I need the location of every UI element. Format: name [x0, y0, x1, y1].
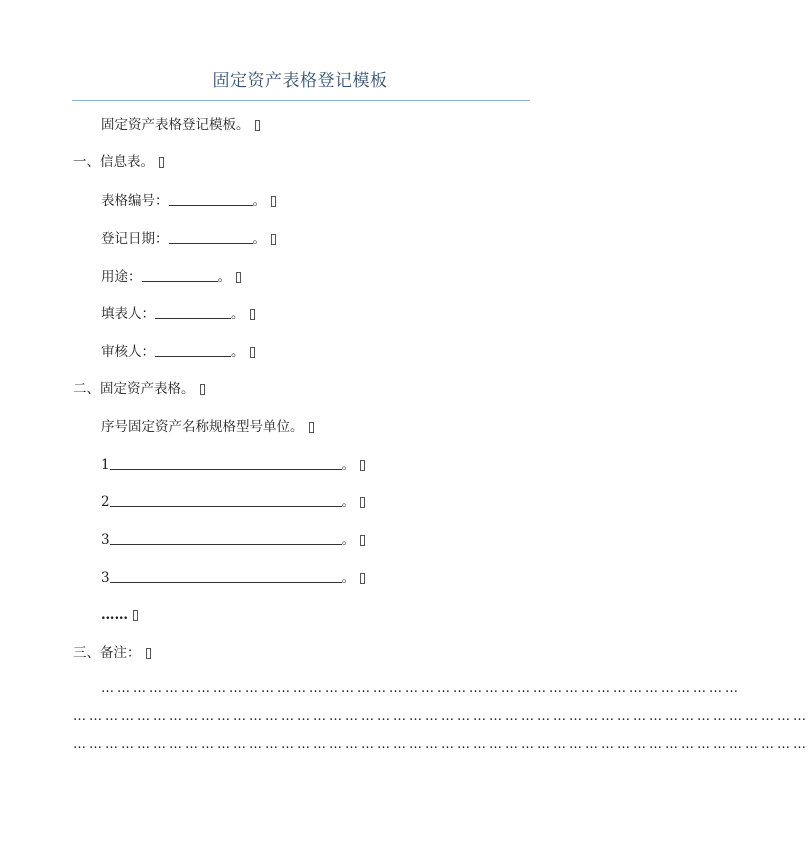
section3-heading-line — [73, 644, 151, 662]
ellipsis-line — [101, 606, 138, 624]
row-number: 3 — [101, 570, 110, 586]
section1-heading: 一、信息表。 — [73, 154, 154, 170]
ellipsis: …… — [101, 607, 128, 623]
field-label: 用途： — [101, 269, 142, 285]
section2-heading: 二、固定资产表格。 — [73, 381, 195, 397]
field-end: 。 — [231, 306, 245, 322]
paragraph-mark-icon — [360, 573, 365, 584]
field-form-number — [101, 192, 276, 210]
paragraph-mark-icon — [360, 497, 365, 508]
row-number: 3 — [101, 532, 110, 548]
field-label: 审核人： — [101, 344, 155, 360]
row-end: 。 — [341, 494, 356, 510]
notes-dotted-line[interactable]: ………………………………………………………………………………………………………… — [101, 681, 741, 696]
paragraph-mark-icon — [271, 234, 276, 245]
field-purpose — [101, 268, 241, 286]
field-label: 填表人： — [101, 306, 155, 322]
field-label: 登记日期： — [101, 231, 169, 247]
notes-dotted-line[interactable]: ………………………………………………………………………………………………………………………… — [73, 709, 809, 724]
register-date-blank[interactable] — [169, 230, 253, 244]
paragraph-mark-icon — [159, 157, 164, 168]
row-blank[interactable] — [110, 456, 342, 470]
row-end: 。 — [341, 457, 356, 473]
paragraph-mark-icon — [146, 648, 151, 659]
title-divider — [72, 100, 530, 101]
field-reviewer — [101, 343, 255, 361]
paragraph-mark-icon — [255, 120, 260, 131]
row-number: 1 — [101, 457, 110, 473]
field-end: 。 — [252, 193, 266, 209]
row-blank[interactable] — [110, 493, 342, 507]
section2-heading-line — [73, 380, 205, 398]
paragraph-mark-icon — [200, 384, 205, 395]
table-row — [101, 456, 365, 474]
paragraph-mark-icon — [250, 347, 255, 358]
field-filler — [101, 305, 255, 323]
table-columns-line — [101, 418, 314, 436]
purpose-blank[interactable] — [142, 268, 218, 282]
paragraph-mark-icon — [133, 610, 138, 621]
field-register-date — [101, 230, 276, 248]
paragraph-mark-icon — [250, 309, 255, 320]
field-end: 。 — [231, 344, 245, 360]
paragraph-mark-icon — [360, 535, 365, 546]
intro-text: 固定资产表格登记模板。 — [101, 117, 250, 133]
row-blank[interactable] — [110, 531, 342, 545]
section3-heading: 三、备注： — [73, 645, 141, 661]
paragraph-mark-icon — [271, 196, 276, 207]
paragraph-mark-icon — [236, 272, 241, 283]
filler-blank[interactable] — [155, 305, 231, 319]
field-end: 。 — [217, 269, 231, 285]
page-title: 固定资产表格登记模板 — [212, 71, 388, 91]
row-number: 2 — [101, 494, 110, 510]
table-row — [101, 569, 365, 587]
table-row — [101, 531, 365, 549]
paragraph-mark-icon — [360, 460, 365, 471]
section1-heading-line — [73, 153, 164, 171]
field-end: 。 — [252, 231, 266, 247]
row-blank[interactable] — [110, 569, 342, 583]
intro-paragraph — [101, 116, 260, 134]
table-columns: 序号固定资产名称规格型号单位。 — [101, 419, 304, 435]
paragraph-mark-icon — [309, 422, 314, 433]
field-label: 表格编号： — [101, 193, 169, 209]
notes-dotted-line[interactable]: ………………………………………………………………………………………………………………………… — [73, 737, 809, 752]
form-number-blank[interactable] — [169, 192, 253, 206]
row-end: 。 — [341, 570, 356, 586]
row-end: 。 — [341, 532, 356, 548]
table-row — [101, 493, 365, 511]
reviewer-blank[interactable] — [155, 343, 231, 357]
